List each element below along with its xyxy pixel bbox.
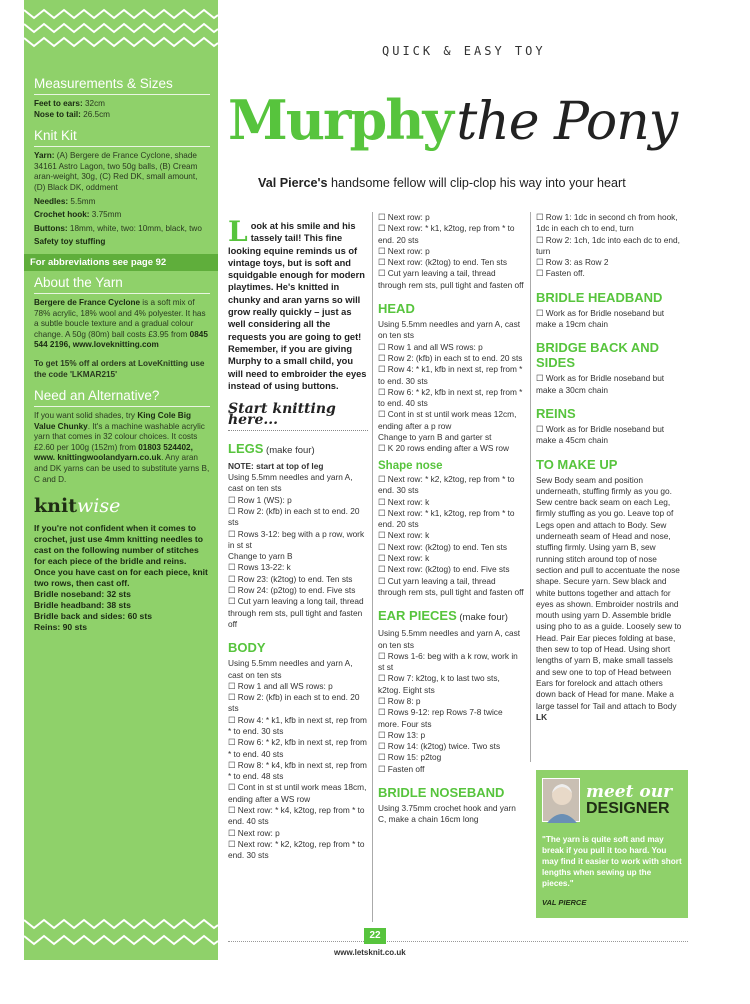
column-2 [378,212,524,826]
instruction-row: ☐ Row 2: (kfb) in each st to end. 20 sts [378,352,523,363]
legs-instructions [228,472,368,630]
reins-heading: REINS [536,405,576,421]
head-heading: HEAD [378,301,415,317]
instruction-row: ☐ Row 4: * k1, kfb in next st, rep from * to end. 30 sts [228,714,367,736]
needles-info: Needles: 5.5mm [34,196,96,206]
intro-text: Look at his smile and his tassely tail! This fine looking equine reminds us of vintage toys, but is soft and squidgable enough for modern playtimes. He's knitted in chunky and aran yarns so will grow really quickly – just as well considering all the requests you are going to get! Remember, if you are giving Murphy to a small child, you will need to embroider the eyes instead of using buttons. [228,215,367,391]
designer-photo [542,778,580,822]
page-title: Murphy the Pony [228,88,678,152]
instruction-row: ☐ Row 6: * k2, kfb in next st, rep from * to end. 40 sts [378,386,523,409]
instruction-row: Change to yarn B [228,551,293,562]
instruction-row: ☐ Row 1 and all WS rows: p [378,341,483,352]
instruction-row: ☐ Rows 13-22: k [228,562,291,573]
instruction-row: ☐ Row 8: * k4, kfb in next st, rep from * to end. 48 sts [228,759,367,782]
instruction-row: ☐ Fasten off. [536,268,585,279]
instruction-row: ☐ Next row: (k2tog) to end. Ten sts [378,541,508,552]
offer-text: To get 15% off al orders at LoveKnitting use the code 'LKMAR215' [34,358,205,379]
instruction-row: ☐ Row 1 and all WS rows: p [228,680,333,691]
instruction-row: ☐ Row 24: (p2tog) to end. Five sts [228,585,356,596]
instruction-row: ☐ K 20 rows ending after a WS row [378,443,510,454]
shape-nose-heading: Shape nose [378,459,443,472]
instruction-row: ☐ Row 6: * k2, kfb in next st, rep from * to end. 40 sts [228,737,367,759]
bridge-back-heading: BRIDGE BACK AND SIDES [536,340,660,371]
instruction-row: ☐ Row 2: 1ch, 1dc into each dc to end, turn [536,234,680,256]
designer-quote: "The yarn is quite soft and may break if you pull it too hard. You may find it easier to work with short lengths when sewing up the pieces." [542,835,682,888]
kicker: QUICK & EASY TOY [382,44,546,58]
instruction-row: ☐ Next row: k [378,530,430,541]
nose-to-tail: Nose to tail: 26.5cm [34,109,110,119]
feet-to-ears: Feet to ears: 32cm [34,99,105,108]
instruction-row: ☐ Next row: * k2, k2tog, rep from * to end. 30 sts [228,838,365,861]
instruction-row: ☐ Work as for Bridle noseband but make a 19cm chain [536,307,665,330]
instruction-row: ☐ Row 2: (kfb) in each st to end. 20 sts [228,692,360,714]
instruction-row: Using 5.5mm needles and yarn A, cast on ten sts [228,658,353,680]
body-instructions [228,658,368,861]
instruction-row: ☐ Next row: (k2tog) to end. Ten sts [378,257,508,268]
designer-box [536,770,688,918]
stuffing-info: Safety toy stuffing [34,237,106,247]
bridle-headband-heading: BRIDLE HEADBAND [536,289,663,305]
instruction-row: ☐ Row 4: * k1, kfb in next st, rep from * to end. 30 sts [378,364,523,386]
buttons-info: Buttons: 18mm, white, two: 10mm, black, two [34,223,202,233]
instruction-row: ☐ Rows 1-6: beg with a k row, work in st st [378,650,518,673]
footer-url[interactable]: www.letsknit.co.uk [334,948,406,957]
make-up-text: Sew Body seam and position underneath, stuffing firmly as you go. Sew centre back seam on each Leg, firmly stuffing as you go. Leave top of Legs open and attach to Body. Sew underneath seam of Head and nose, stuffing firmly. Using yarn B, sew running stitch around top of nose section and pull to accentuate the nose shape. Secure yarn. Sew black and white buttons together and attach for eyes as shown. Embroider nostrils and mouth using yarn D. Assemble bridle using pho to as a guide. Loosely sew to Head. Pair Ear pieces folding at base, then sew to top of Head. Using short lengths of yarn B, make small tassels and sew one to top of Head between Ears for forelock and attach others down back of Head for mane. Make a large tassel for Tail and attach to Body LK [536,474,682,722]
instruction-row: ☐ Next row: * k4, k2tog, rep from * to end. 40 sts [228,805,365,827]
designer-name: VAL PIERCE [542,898,587,907]
instruction-row: ☐ Next row: k [378,496,430,507]
meet-our-label: meet our [586,782,673,802]
instruction-row: ☐ Fasten off [378,763,425,774]
instruction-row: ☐ Work as for Bridle noseband but make a 45cm chain [536,423,665,446]
instruction-row: ☐ Rows 9-12: rep Rows 7-8 twice more. Four sts [378,707,503,729]
instruction-row: ☐ Work as for Bridle noseband but make a 30cm chain [536,373,665,395]
legs-note: NOTE: start at top of leg [228,460,324,471]
instruction-row: Using 5.5mm needles and yarn A, cast on ten sts [228,472,353,494]
instruction-row: ☐ Next row: p [378,245,430,256]
column-1 [228,215,368,862]
about-yarn-heading: About the Yarn [34,274,123,290]
designer-label: DESIGNER [586,800,670,817]
start-knitting-heading: Start knitting here... [228,404,368,431]
instruction-row: Change to yarn B and garter st [378,432,492,443]
instruction-row: ☐ Row 7: k2tog, k to last two sts, k2tog. Eight sts [378,673,500,695]
instruction-row: ☐ Row 3: as Row 2 [536,257,609,268]
alternative-heading: Need an Alternative? [34,388,160,404]
knitwise-list [34,589,210,633]
head-instructions [378,319,524,455]
knitwise-logo: knitwise [34,495,121,518]
instruction-row: ☐ Cut yarn leaving a tail, thread through rem sts, pull tight and fasten off [378,575,524,597]
column-divider [372,212,373,922]
instruction-row: ☐ Row 1: 1dc in second ch from hook, 1dc in each ch to end, turn [536,212,678,234]
column-divider [530,212,531,762]
footer-rule [228,941,688,942]
measurements-heading: Measurements & Sizes [34,76,173,91]
alternative-text: If you want solid shades, try King Cole Big Value Chunky. It's a machine washable acrylic yarn that comes in 32 colour choices. It costs £2.60 per 100g (152m) from 01803 524402, www. knittingwoolandyarn.co.uk. Any aran and DK yarns can be used to substitute yarns B, C and D. [34,411,210,484]
body-heading: BODY [228,640,266,656]
instruction-row: ☐ Row 8: p [378,695,421,706]
bridle-noseband-heading: BRIDLE NOSEBAND [378,785,505,801]
instruction-row: ☐ Next row: p [378,212,430,222]
instruction-row: ☐ Cont in st st until work meas 18cm, ending after a WS row [228,782,367,804]
instruction-row: ☐ Cut yarn leaving a tail, thread through rem sts, pull tight and fasten off [378,268,524,290]
about-yarn-text: Bergere de France Cyclone is a soft mix of 78% acrylic, 18% wool and 4% polyester. It has a subtle boucle texture and a gradual colour change. A 50g (80m) ball costs £3.95 from 0845 544 2196, www.loveknitting.com [34,297,208,350]
body-continued [378,212,524,291]
instruction-row: ☐ Next row: (k2tog) to end. Five sts [378,564,510,575]
list-item: Bridle noseband: 32 sts [34,589,131,600]
sidebar [24,0,218,960]
instruction-row: ☐ Next row: * k1, k2tog, rep from * to end. 20 sts [378,223,515,245]
yarn-info: Yarn: (A) Bergere de France Cyclone, shade 34161 Astro Lagon, two 50g balls, (B) Cream aran-weight, 30g, (C) Red DK, small amount, (D) Black DK, oddment [34,151,198,192]
ear-pieces-heading: EAR PIECES (make four) [378,608,508,624]
hook-info: Crochet hook: 3.75mm [34,210,122,220]
instruction-row: ☐ Row 1 (WS): p [228,494,292,505]
column-3 [536,212,684,723]
instruction-row: ☐ Row 15: p2tog [378,752,442,763]
instruction-row: ☐ Row 2: (kfb) in each st to end. 20 sts [228,505,360,528]
instruction-row: Using 5.5mm needles and yarn A, cast on ten sts [378,319,521,341]
list-item: Reins: 90 sts [34,622,88,633]
instruction-row: ☐ Next row: * k1, k2tog, rep from * to end. 20 sts [378,507,515,530]
zigzag-top [24,0,218,60]
instruction-row: ☐ Row 13: p [378,729,426,740]
instruction-row: ☐ Next row: k [378,553,430,564]
instruction-row: ☐ Next row: * k2, k2tog, rep from * to end. 30 sts [378,473,515,496]
page-number: 22 [364,928,386,944]
instruction-row: ☐ Row 23: (k2tog) to end. Ten sts [228,573,353,584]
list-item: Bridle back and sides: 60 sts [34,611,152,622]
legs-heading: LEGS (make four) [228,440,315,456]
instruction-row: Using 3.75mm crochet hook and yarn C, make a chain 16cm long [378,803,516,825]
instruction-row: ☐ Cut yarn leaving a long tail, thread through rem sts, pull tight and fasten off [228,596,364,629]
make-up-heading: TO MAKE UP [536,456,618,472]
instruction-row: ☐ Row 14: (k2tog) twice. Two sts [378,741,501,752]
knitkit-heading: Knit Kit [34,128,77,144]
instruction-row: ☐ Rows 3-12: beg with a p row, work in st st [228,528,365,550]
nose-instructions [378,474,524,598]
portrait-icon [543,779,581,823]
instruction-row: ☐ Cont in st st until work meas 12cm, ending after a p row [378,409,517,431]
zigzag-bottom [24,910,218,960]
noseband-continued [536,212,684,280]
list-item: Bridle headband: 38 sts [34,600,131,611]
abbreviations-banner: For abbreviations see page 92 [24,254,218,271]
ear-instructions [378,628,524,775]
knitwise-text: If you're not confident when it comes to crochet, just use 4mm knitting needles to cast on the following number of stitches for each piece of the bridle and reins. Once you have cast on for each piece, knit two rows, then cast off. [34,523,208,589]
instruction-row: Using 5.5mm needles and yarn A, cast on ten sts [378,628,521,650]
instruction-row: ☐ Next row: p [228,827,280,838]
standfirst: Val Pierce's handsome fellow will clip-clop his way into your heart [258,176,626,190]
